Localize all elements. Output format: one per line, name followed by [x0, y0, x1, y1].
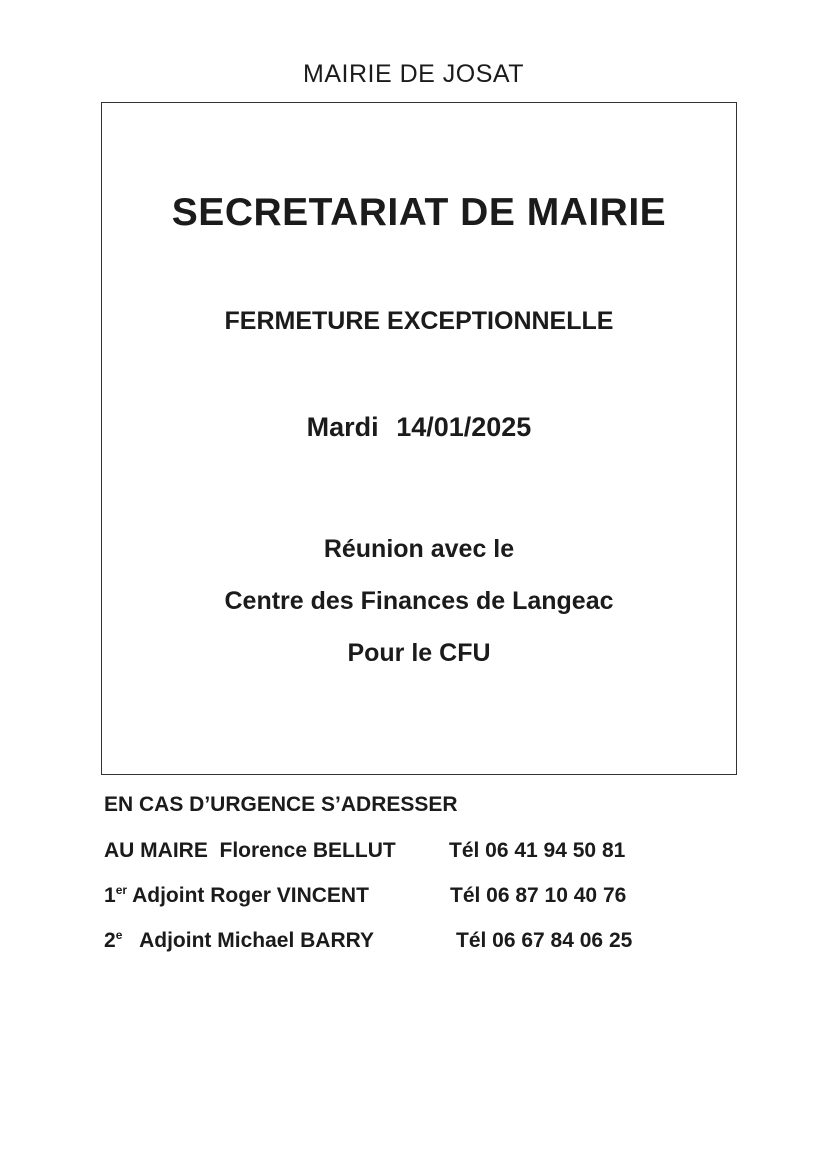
- contact-ordinal-suffix: er: [115, 883, 128, 897]
- contact-role: AU MAIRE: [104, 839, 208, 862]
- contact-ordinal: 1: [104, 884, 116, 907]
- contact-role: Adjoint: [132, 884, 205, 907]
- contact-role: Adjoint: [139, 929, 212, 952]
- contact-phone: Tél 06 87 10 40 76: [450, 884, 627, 907]
- contact-name: Roger VINCENT: [210, 884, 369, 907]
- notice-frame: [101, 102, 737, 775]
- notice-subtitle: FERMETURE EXCEPTIONNELLE: [224, 307, 614, 335]
- contact-name: Michael BARRY: [217, 929, 375, 952]
- emergency-heading: EN CAS D’URGENCE S’ADRESSER: [104, 793, 458, 816]
- contact-ordinal-suffix: e: [115, 928, 123, 942]
- closure-day: Mardi: [306, 412, 379, 442]
- contact-ordinal: 2: [104, 929, 116, 952]
- contact-mayor: [104, 839, 626, 863]
- reason-line-2: Centre des Finances de Langeac: [224, 587, 614, 615]
- contact-phone: Tél 06 67 84 06 25: [456, 929, 633, 952]
- notice-title: SECRETARIAT DE MAIRIE: [171, 191, 667, 234]
- reason-line-3: Pour le CFU: [347, 639, 491, 667]
- contact-second-deputy: [104, 928, 633, 953]
- closure-date: 14/01/2025: [396, 412, 532, 442]
- contact-first-deputy: [104, 883, 627, 908]
- contact-phone: Tél 06 41 94 50 81: [449, 839, 626, 862]
- mairie-header: MAIRIE DE JOSAT: [303, 60, 524, 88]
- reason-line-1: Réunion avec le: [323, 535, 515, 563]
- closure-date-line: [102, 412, 736, 443]
- contact-name: Florence BELLUT: [219, 839, 396, 862]
